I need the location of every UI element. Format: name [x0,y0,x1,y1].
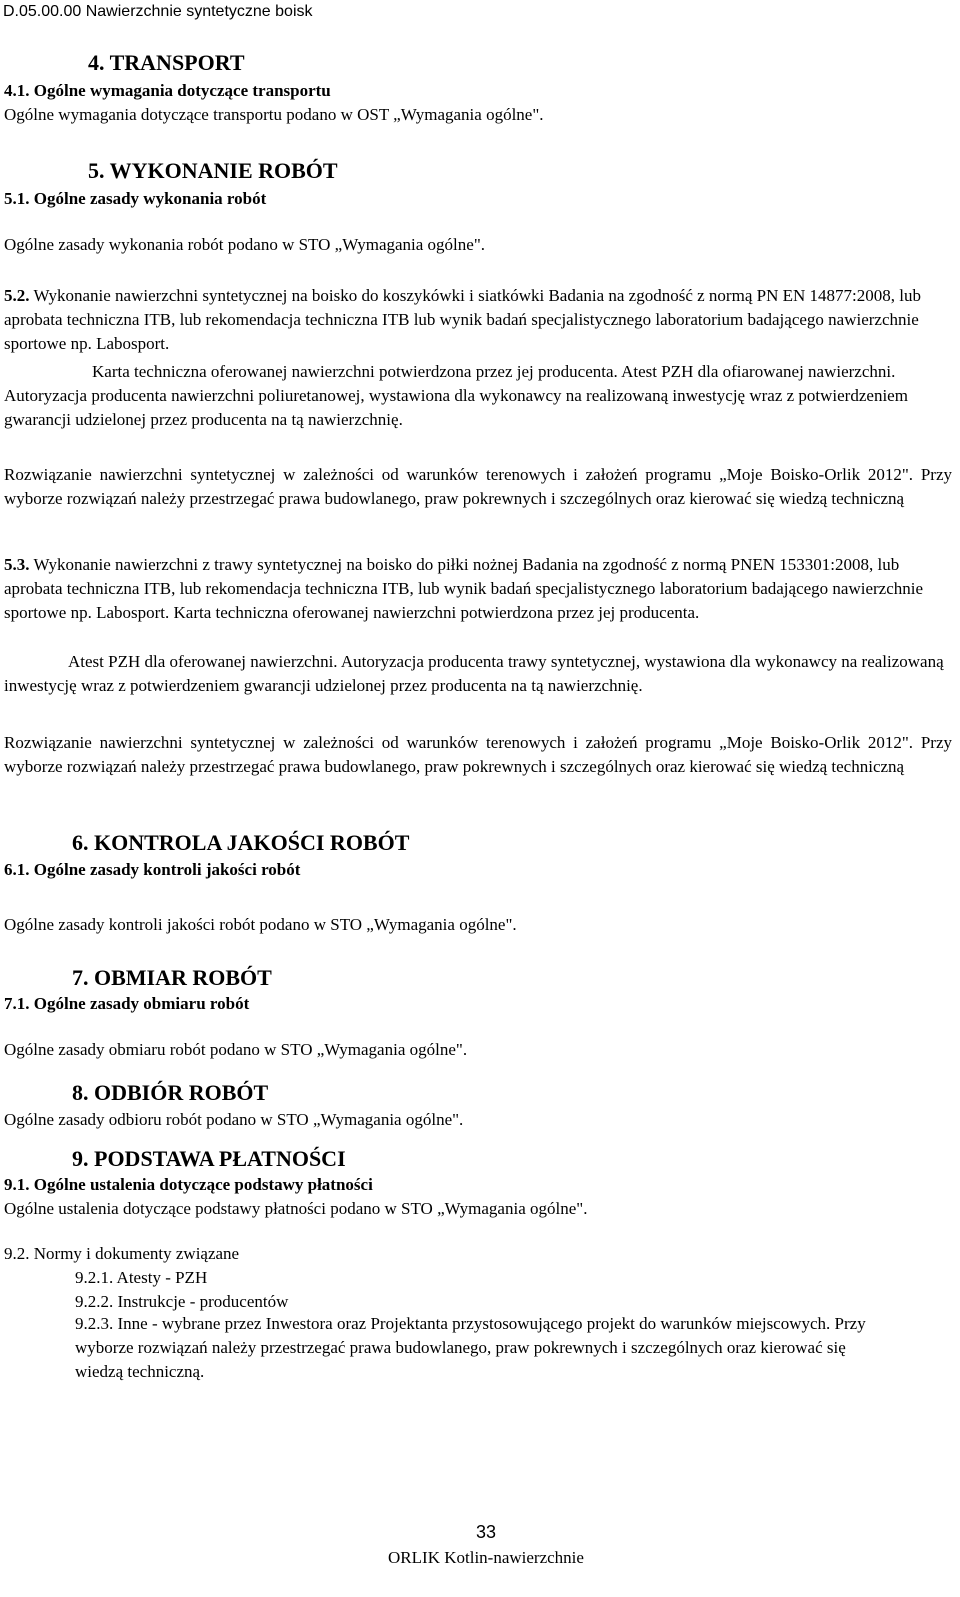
section-9-1-heading: 9.1. Ogólne ustalenia dotyczące podstawy płatności [4,1175,373,1194]
section-4-1-text: Ogólne wymagania dotyczące transportu podano w OST „Wymagania ogólne". [4,105,544,124]
list-item-9-2-2: 9.2.2. Instrukcje - producentów [75,1292,289,1311]
paragraph-5-3-atest: Atest PZH dla oferowanej nawierzchni. Autoryzacja producenta trawy syntetycznej, wystawiona dla wykonawcy na realizowaną inwestycję wraz z potwierdzeniem gwarancji udzielonej przez producenta na tą nawierzchnię. [4,652,944,695]
document-header: D.05.00.00 Nawierzchnie syntetyczne boisk [3,3,313,20]
paragraph-5-3-text: Wykonanie nawierzchni z trawy syntetycznej na boisko do piłki nożnej Badania na zgodność z normą PNEN 153301:2008, lub aprobata techniczna ITB, lub rekomendacja techniczna ITB, lub wynik badań specjalistycznego laboratorium badającego nawierzchnie sportowe np. Labosport. Karta techniczna oferowanej nawierzchni potwierdzona przez jej producenta. [4,555,924,622]
paragraph-5-3-number: 5.3. [4,555,30,574]
section-8-heading: 8. ODBIÓR ROBÓT [72,1080,269,1105]
section-4-heading: 4. TRANSPORT [88,50,245,75]
paragraph-5-3 [4,553,952,625]
list-item-9-2-1: 9.2.1. Atesty - PZH [75,1268,208,1287]
section-8-text: Ogólne zasady odbioru robót podano w STO „Wymagania ogólne". [4,1110,464,1129]
section-7-1-heading: 7.1. Ogólne zasady obmiaru robót [4,994,250,1013]
section-7-heading: 7. OBMIAR ROBÓT [72,965,272,990]
section-6-1-heading: 6.1. Ogólne zasady kontroli jakości robót [4,860,301,879]
section-6-1-text: Ogólne zasady kontroli jakości robót podano w STO „Wymagania ogólne". [4,915,517,934]
footer-title: ORLIK Kotlin-nawierzchnie [388,1548,584,1567]
paragraph-5-2-karta: Karta techniczna oferowanej nawierzchni potwierdzona przez jej producenta. Atest PZH dla ofiarowanej nawierzchni. [92,362,896,381]
section-5-1-heading: 5.1. Ogólne zasady wykonania robót [4,189,267,208]
paragraph-5-2 [4,284,952,356]
paragraph-5-2-karta-block [4,360,952,432]
paragraph-5-2-number: 5.2. [4,286,30,305]
paragraph-rozwiazanie-1: Rozwiązanie nawierzchni syntetycznej w zależności od warunków terenowych i założeń programu „Moje Boisko-Orlik 2012". Przy wyborze rozwiązań należy przestrzegać prawa budowlanego, praw pokrewnych i szczególnych oraz kierować się wiedzą techniczną [4,465,952,508]
section-6-heading: 6. KONTROLA JAKOŚCI ROBÓT [72,830,410,855]
section-5-1-text: Ogólne zasady wykonania robót podano w STO „Wymagania ogólne". [4,235,486,254]
section-9-heading: 9. PODSTAWA PŁATNOŚCI [72,1146,346,1171]
section-7-1-text: Ogólne zasady obmiaru robót podano w STO „Wymagania ogólne". [4,1040,468,1059]
section-9-1-text: Ogólne ustalenia dotyczące podstawy płatności podano w STO „Wymagania ogólne". [4,1199,588,1218]
paragraph-5-2-text: Wykonanie nawierzchni syntetycznej na boisko do koszykówki i siatkówki Badania na zgodność z normą PN EN 14877:2008, lub aprobata techniczna ITB, lub rekomendacja techniczna ITB lub wynik badań specjalistycznego laboratorium badającego nawierzchnie sportowe np. Labosport. [4,286,921,353]
section-9-2-heading: 9.2. Normy i dokumenty związane [4,1244,240,1263]
section-5-heading: 5. WYKONANIE ROBÓT [88,158,338,183]
page-number: 33 [475,1522,497,1542]
paragraph-5-2-autoryzacja: Autoryzacja producenta nawierzchni poliuretanowej, wystawiona dla wykonawcy na realizowaną inwestycję wraz z potwierdzeniem gwarancji udzielonej przez producenta na tą nawierzchnię. [4,386,908,429]
paragraph-rozwiazanie-2: Rozwiązanie nawierzchni syntetycznej w zależności od warunków terenowych i założeń programu „Moje Boisko-Orlik 2012". Przy wyborze rozwiązań należy przestrzegać prawa budowlanego, praw pokrewnych i szczególnych oraz kierować się wiedzą techniczną [4,733,952,776]
section-4-1-heading: 4.1. Ogólne wymagania dotyczące transportu [4,81,331,100]
list-item-9-2-3: 9.2.3. Inne - wybrane przez Inwestora oraz Projektanta przystosowującego projekt do warunków miejscowych. Przy wyborze rozwiązań należy przestrzegać prawa budowlanego, praw pokrewnych i szczególnych oraz kierować się wiedzą techniczną. [75,1314,866,1381]
